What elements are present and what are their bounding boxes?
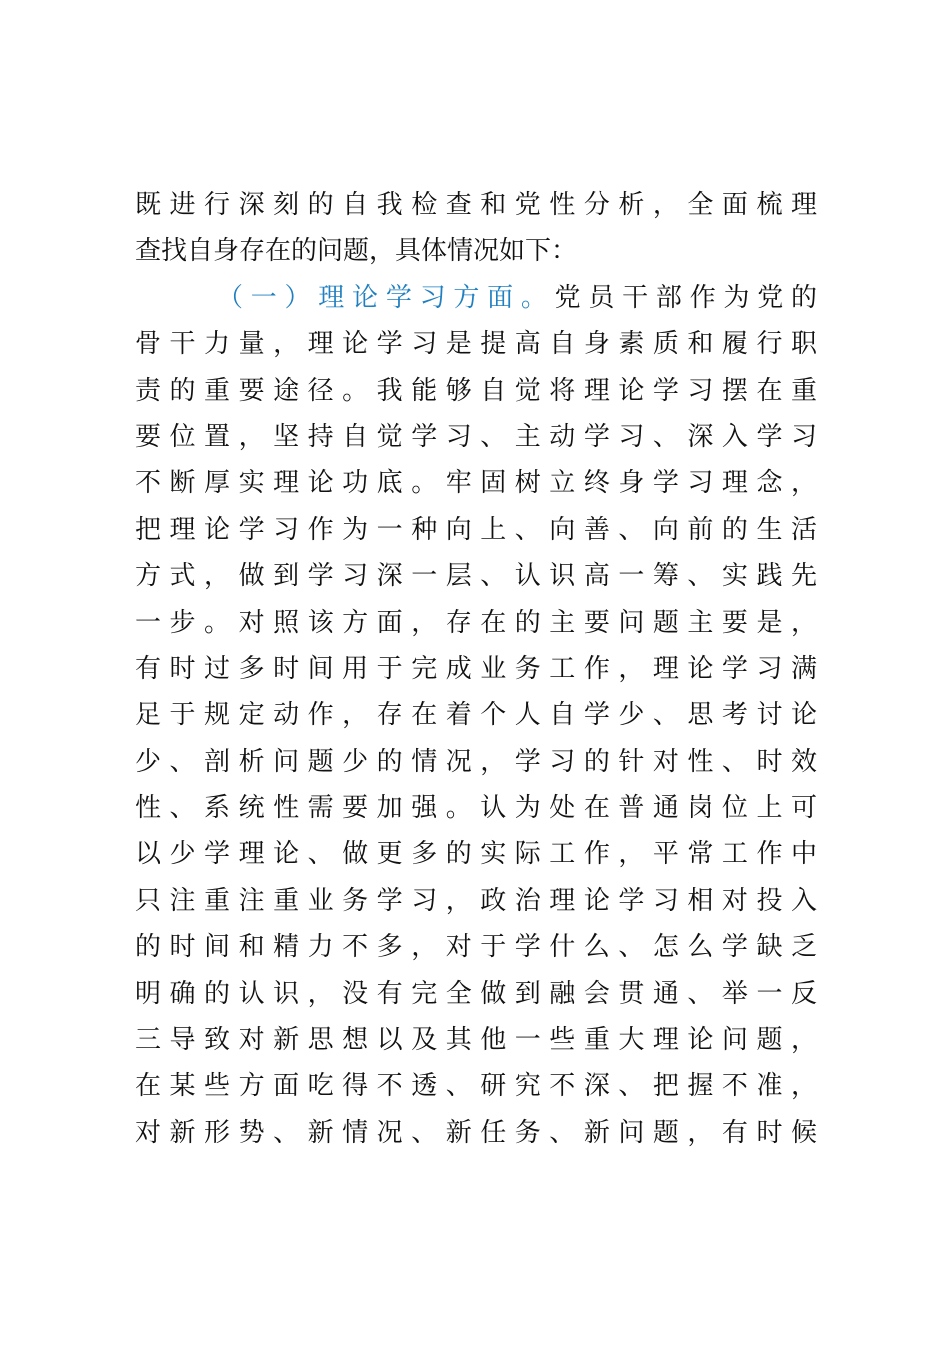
text-line: 查找自身存在的问题，具体情况如下： [135,236,578,267]
text-line: 要位置，坚持自觉学习、主动学习、深入学习 [135,421,817,452]
text-line: 以少学理论、做更多的实际工作，平常工作中 [135,839,817,870]
text-line: 足于规定动作，存在着个人自学少、思考讨论 [135,700,817,731]
section-first-line [135,275,817,321]
text-line: 性、系统性需要加强。认为处在普通岗位上可 [135,793,817,824]
body-text [135,182,817,1156]
text-line: 对新形势、新情况、新任务、新问题，有时候 [135,1117,817,1148]
text-line: 方式，做到学习深一层、认识高一筹、实践先 [135,561,817,592]
section-first-line-text: 党员干部作为党的 [554,282,817,313]
text-line: 三导致对新思想以及其他一些重大理论问题， [135,1025,817,1056]
text-line: 只注重注重业务学习，政治理论学习相对投入 [135,885,817,916]
text-line: 既进行深刻的自我检查和党性分析，全面梳理 [135,190,817,220]
text-line: 在某些方面吃得不透、研究不深、把握不准， [135,1071,817,1102]
text-line: 的时间和精力不多，对于学什么、怎么学缺乏 [135,932,817,963]
text-line: 有时过多时间用于完成业务工作，理论学习满 [135,653,817,684]
text-line: 把理论学习作为一种向上、向善、向前的生活 [135,514,817,545]
text-line: 骨干力量，理论学习是提高自身素质和履行职 [135,329,817,360]
text-line: 一步。对照该方面，存在的主要问题主要是， [135,607,817,638]
text-line: 不断厚实理论功底。牢固树立终身学习理念， [135,468,817,499]
section-heading: （一）理论学习方面。 [217,282,555,313]
text-line: 明确的认识，没有完全做到融会贯通、举一反 [135,978,817,1009]
text-line: 少、剖析问题少的情况，学习的针对性、时效 [135,746,817,777]
text-line: 责的重要途径。我能够自觉将理论学习摆在重 [135,375,817,406]
